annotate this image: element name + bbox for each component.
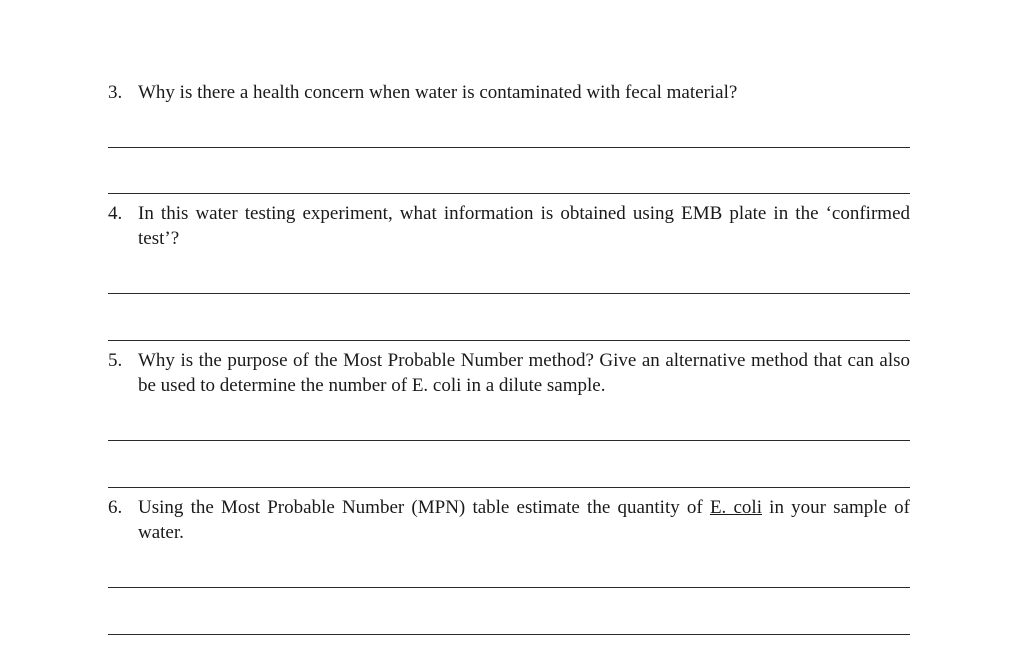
question-5 xyxy=(108,348,910,398)
question-3 xyxy=(108,80,910,105)
question-text xyxy=(138,495,910,545)
underlined-term: E. coli xyxy=(709,497,762,518)
question-text-end: in your sample of water. xyxy=(138,497,910,543)
answer-line[interactable] xyxy=(108,293,910,294)
question-text: In this water testing experiment, what information is obtained using EMB plate in the ‘confirmed test’? xyxy=(138,203,910,249)
answer-line[interactable] xyxy=(108,147,910,148)
answer-line[interactable] xyxy=(108,487,910,488)
question-text: Why is the purpose of the Most Probable Number method? Give an alternative method that can also be used to determine the number of E. coli in a dilute sample. xyxy=(138,350,910,396)
answer-line[interactable] xyxy=(108,193,910,194)
question-text-start: Using the Most Probable Number (MPN) table estimate the quantity of xyxy=(138,497,710,518)
answer-line[interactable] xyxy=(108,340,910,341)
answer-line[interactable] xyxy=(108,587,910,588)
answer-line[interactable] xyxy=(108,440,910,441)
question-6 xyxy=(108,495,910,545)
question-number: 6. xyxy=(108,497,123,518)
answer-line[interactable] xyxy=(108,634,910,635)
question-text: Why is there a health concern when water is contaminated with fecal material? xyxy=(138,82,738,103)
question-number: 4. xyxy=(108,203,123,224)
question-number: 5. xyxy=(108,350,123,371)
question-number: 3. xyxy=(108,82,123,103)
question-4 xyxy=(108,201,910,251)
